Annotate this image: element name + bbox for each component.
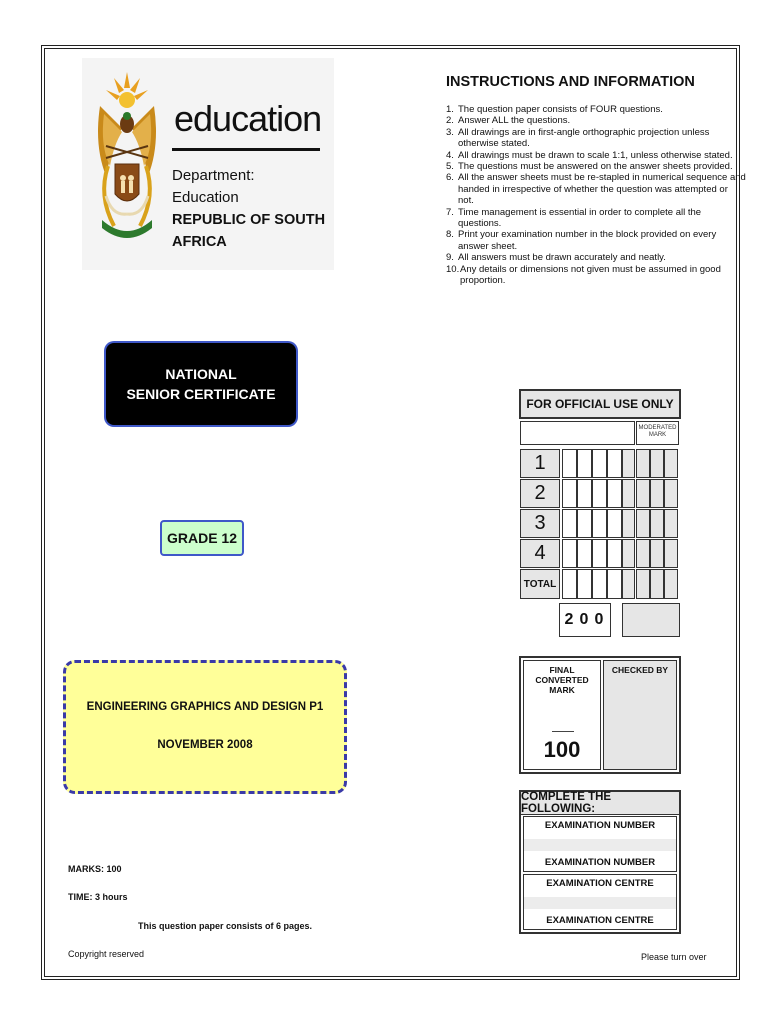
moderated-mark-cell[interactable] <box>664 449 678 478</box>
exam-number-label: EXAMINATION NUMBER <box>544 820 656 831</box>
complete-following-title: COMPLETE THE FOLLOWING: <box>521 792 679 815</box>
instruction-text: All the answer sheets must be re-stapled in numerical sequence and handed in irrespective of whether the question was attempted or not. <box>458 172 746 207</box>
department-name <box>172 165 334 253</box>
instruction-item <box>446 172 746 206</box>
nsc-line-1: NATIONAL <box>165 366 237 382</box>
moderated-mark-cell[interactable] <box>636 479 650 508</box>
exam-centre-entry[interactable] <box>524 897 676 909</box>
nsc-line-2: SENIOR CERTIFICATE <box>126 386 276 402</box>
total-mark-cell[interactable] <box>607 569 622 599</box>
mark-cell[interactable] <box>592 449 607 478</box>
total-label: TOTAL <box>520 569 560 599</box>
marks-text: MARKS: 100 <box>68 864 122 874</box>
exam-centre-label: EXAMINATION CENTRE <box>546 878 654 889</box>
instruction-text: All answers must be drawn accurately and neatly. <box>458 252 666 264</box>
time-text: TIME: 3 hours <box>68 892 128 902</box>
instruction-item <box>446 252 746 263</box>
country-name: REPUBLIC OF SOUTH AFRICA <box>172 212 326 250</box>
final-mark-label: FINAL CONVERTED MARK <box>535 665 589 695</box>
mark-cell[interactable] <box>562 479 577 508</box>
copyright-text: Copyright reserved <box>68 949 145 959</box>
instruction-text: Answer ALL the questions. <box>458 115 571 127</box>
logo-wordmark: education <box>174 98 322 139</box>
moderated-mark-cell[interactable] <box>650 539 664 568</box>
final-mark-box <box>519 656 681 774</box>
mark-cell[interactable] <box>607 509 622 538</box>
instruction-item <box>446 115 746 126</box>
moderated-mark-cell[interactable] <box>664 539 678 568</box>
instruction-text: Time management is essential in order to complete all the questions. <box>458 206 702 230</box>
official-use-table <box>519 389 681 639</box>
instruction-number: 9. <box>446 252 454 264</box>
mark-cell[interactable] <box>607 479 622 508</box>
question-number-cell: 1 <box>520 449 560 478</box>
department-logo <box>82 58 334 270</box>
official-use-title: FOR OFFICIAL USE ONLY <box>519 389 681 419</box>
total-mark-cell[interactable] <box>592 569 607 599</box>
instruction-item <box>446 127 746 150</box>
score-line <box>552 731 574 732</box>
instructions-list <box>446 104 746 287</box>
total-mark-cell[interactable] <box>577 569 592 599</box>
final-mark-cell <box>523 660 601 770</box>
instruction-number: 10. <box>446 263 460 275</box>
instruction-number: 4. <box>446 149 454 161</box>
instruction-number: 5. <box>446 161 454 173</box>
total-moderated-cell[interactable] <box>664 569 678 599</box>
instruction-item <box>446 150 746 161</box>
moderated-mark-cell[interactable] <box>664 509 678 538</box>
question-number-cell: 4 <box>520 539 560 568</box>
mark-cell[interactable] <box>607 539 622 568</box>
instruction-text: The questions must be answered on the answer sheets provided. <box>458 161 733 173</box>
subject-panel <box>63 660 347 794</box>
instructions-section <box>446 74 746 287</box>
moderated-mark-cell[interactable] <box>636 509 650 538</box>
mark-cell[interactable] <box>562 539 577 568</box>
mark-cell[interactable] <box>592 539 607 568</box>
final-mark-value: 100 <box>543 737 581 762</box>
question-number-cell: 3 <box>520 509 560 538</box>
instruction-text: All drawings must be drawn to scale 1:1, unless otherwise stated. <box>458 149 733 161</box>
turn-over-text: Please turn over <box>641 952 707 962</box>
department-label: Department: <box>172 167 255 184</box>
spacer-cell <box>622 569 635 599</box>
instruction-number: 7. <box>446 206 454 218</box>
instruction-text: Print your examination number in the block provided on every answer sheet. <box>458 229 717 252</box>
total-digit: 0 <box>594 611 604 628</box>
mark-cell[interactable] <box>562 449 577 478</box>
moderated-mark-cell[interactable] <box>650 509 664 538</box>
subject-title: ENGINEERING GRAPHICS AND DESIGN P1 <box>86 701 324 713</box>
exam-number-field[interactable] <box>523 816 677 872</box>
instruction-text: The question paper consists of FOUR questions. <box>458 104 663 115</box>
exam-number-label-bottom: EXAMINATION NUMBER <box>544 857 656 868</box>
moderated-mark-cell[interactable] <box>636 539 650 568</box>
spacer-cell <box>622 449 635 478</box>
moderated-mark-cell[interactable] <box>664 479 678 508</box>
mark-cell[interactable] <box>577 509 592 538</box>
moderated-mark-cell[interactable] <box>650 479 664 508</box>
exam-centre-label-bottom: EXAMINATION CENTRE <box>546 915 654 926</box>
nsc-banner <box>106 343 296 425</box>
total-digit: 0 <box>579 611 589 628</box>
total-mark-cell[interactable] <box>562 569 577 599</box>
spacer-cell <box>622 539 635 568</box>
instruction-item <box>446 161 746 172</box>
mark-cell[interactable] <box>577 449 592 478</box>
coat-of-arms-icon <box>92 66 162 244</box>
instruction-item <box>446 264 746 287</box>
instruction-number: 2. <box>446 115 454 127</box>
mark-cell[interactable] <box>592 509 607 538</box>
department-education: Education <box>172 189 239 206</box>
moderated-mark-cell[interactable] <box>650 449 664 478</box>
pages-note: This question paper consists of 6 pages. <box>138 921 313 931</box>
complete-following-box <box>519 790 681 934</box>
checked-by-label: CHECKED BY <box>611 665 669 675</box>
instruction-text: Any details or dimensions not given must be assumed in good proportion. <box>460 263 721 287</box>
mark-cell[interactable] <box>607 449 622 478</box>
instruction-item <box>446 207 746 230</box>
total-moderated-cell[interactable] <box>650 569 664 599</box>
grade-badge: GRADE 12 <box>160 520 244 556</box>
moderated-mark-label: MODERATED MARK <box>636 421 679 445</box>
mark-cell[interactable] <box>577 539 592 568</box>
mark-cell[interactable] <box>577 479 592 508</box>
total-moderated-cell[interactable] <box>636 569 650 599</box>
instruction-item <box>446 229 746 252</box>
total-digit: 2 <box>564 611 574 628</box>
instruction-number: 8. <box>446 229 454 241</box>
logo-divider <box>172 148 320 151</box>
exam-number-entry[interactable] <box>524 839 676 851</box>
exam-centre-field[interactable] <box>523 874 677 930</box>
instruction-text: All drawings are in first-angle orthographic projection unless otherwise stated. <box>458 126 710 150</box>
mark-cell[interactable] <box>562 509 577 538</box>
instruction-item <box>446 104 746 115</box>
spacer-cell <box>622 509 635 538</box>
moderated-mark-cell[interactable] <box>636 449 650 478</box>
instruction-number: 6. <box>446 172 454 184</box>
mark-cell[interactable] <box>592 479 607 508</box>
instruction-number: 1. <box>446 104 454 115</box>
exam-date: NOVEMBER 2008 <box>157 739 253 751</box>
question-number-cell: 2 <box>520 479 560 508</box>
instruction-number: 3. <box>446 126 454 138</box>
spacer-cell <box>622 479 635 508</box>
checked-by-cell <box>603 660 677 770</box>
instructions-title: INSTRUCTIONS AND INFORMATION <box>446 74 695 90</box>
total-out-of-moderated <box>622 603 680 637</box>
official-blank-cell <box>520 421 635 445</box>
